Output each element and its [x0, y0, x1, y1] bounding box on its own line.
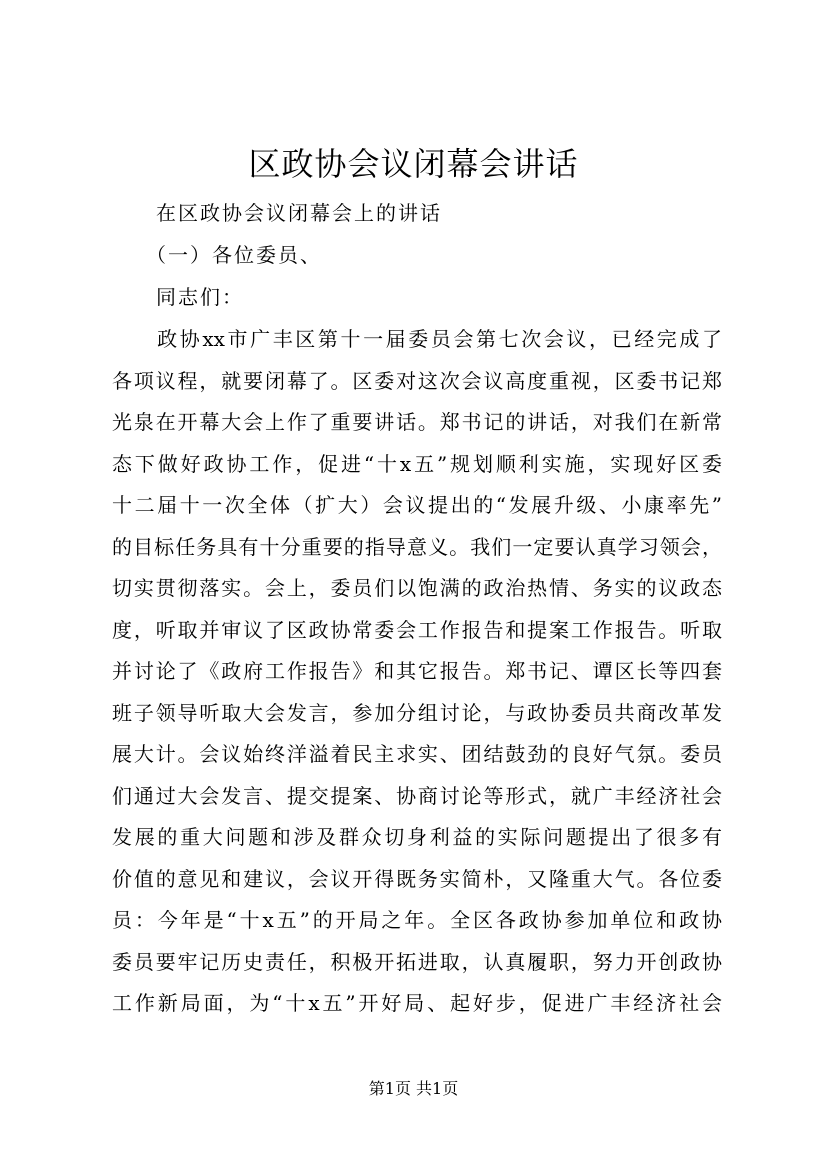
body-line: 价值的意见和建议，会议开得既务实简朴，又隆重大气。各位委: [112, 867, 722, 891]
body-line: 度，听取并审议了区政协常委会工作报告和提案工作报告。听取: [112, 618, 722, 642]
subtitle-line: 在区政协会议闭幕会上的讲话: [112, 201, 442, 225]
body-line: 切实贯彻落实。会上，委员们以饱满的政治热情、务实的议政态: [112, 576, 722, 600]
page-number-footer: 第1页 共1页: [368, 1079, 459, 1098]
salutation-line-2: 同志们：: [112, 285, 244, 309]
body-line: 员：今年是“十x五”的开局之年。全区各政协参加单位和政协: [112, 908, 722, 932]
body-line: 十二届十一次全体（扩大）会议提出的“发展升级、小康率先”: [112, 493, 722, 517]
body-line: 政协xx市广丰区第十一届委员会第七次会议，已经完成了: [112, 327, 722, 351]
body-line: 班子领导听取大会发言，参加分组讨论，与政协委员共商改革发: [112, 701, 722, 725]
body-line: 并讨论了《政府工作报告》和其它报告。郑书记、谭区长等四套: [112, 659, 722, 683]
body-line: 发展的重大问题和涉及群众切身利益的实际问题提出了很多有: [112, 825, 722, 849]
body-line: 工作新局面，为“十x五”开好局、起好步，促进广丰经济社会: [112, 991, 722, 1015]
body-line: 各项议程，就要闭幕了。区委对这次会议高度重视，区委书记郑: [112, 369, 722, 393]
document-title: 区政协会议闭幕会讲话: [248, 145, 579, 183]
body-line: 们通过大会发言、提交提案、协商讨论等形式，就广丰经济社会: [112, 784, 722, 808]
body-line: 展大计。会议始终洋溢着民主求实、团结鼓劲的良好气氛。委员: [112, 742, 722, 766]
salutation-line-1: （一）各位委员、: [112, 243, 322, 267]
body-line: 光泉在开幕大会上作了重要讲话。郑书记的讲话，对我们在新常: [112, 410, 722, 434]
body-line: 的目标任务具有十分重要的指导意义。我们一定要认真学习领会，: [112, 535, 722, 559]
body-line: 态下做好政协工作，促进“十x五”规划顺利实施，实现好区委: [112, 452, 722, 476]
body-line: 委员要牢记历史责任，积极开拓进取，认真履职，努力开创政协: [112, 950, 722, 974]
